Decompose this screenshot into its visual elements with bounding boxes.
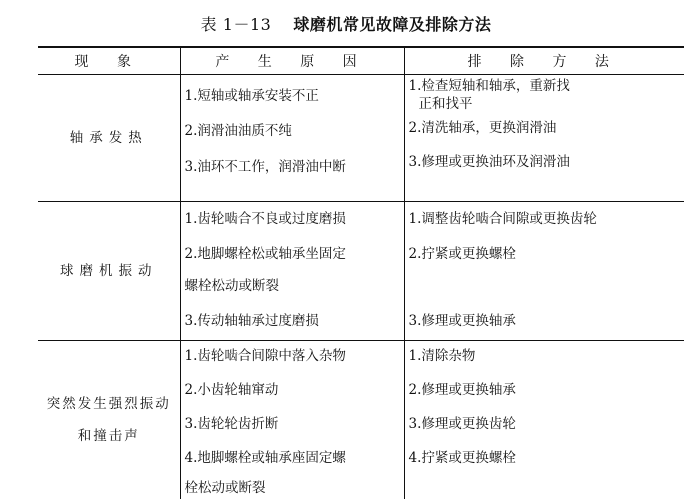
cause-cell bbox=[180, 341, 404, 499]
symptom-cell: 球磨机振动 bbox=[38, 202, 180, 341]
header-remedy: 排 除 方 法 bbox=[404, 47, 684, 75]
cause-item: 1.齿轮啮合不良或过度磨损 bbox=[185, 208, 404, 230]
remedy-cell bbox=[404, 202, 684, 341]
header-symptom: 现 象 bbox=[38, 47, 180, 75]
remedy-item: 3.修理或更换齿轮 bbox=[409, 413, 685, 435]
remedy-item: 正和找平 bbox=[409, 95, 685, 113]
table-number: 表 1－13 bbox=[201, 15, 272, 34]
remedy-item: 3.修理或更换轴承 bbox=[409, 310, 685, 332]
cause-item: 栓松动或断裂 bbox=[185, 477, 404, 499]
cause-item: 1.短轴或轴承安装不正 bbox=[185, 85, 404, 107]
table-row bbox=[38, 202, 684, 341]
cause-item: 2.润滑油油质不纯 bbox=[185, 120, 404, 142]
remedy-item: 2.拧紧或更换螺栓 bbox=[409, 243, 685, 265]
remedy-item: 2.清洗轴承，更换润滑油 bbox=[409, 117, 685, 139]
table-caption bbox=[0, 12, 692, 35]
remedy-cell bbox=[404, 341, 684, 499]
table-row bbox=[38, 341, 684, 499]
table-title: 球磨机常见故障及排除方法 bbox=[293, 15, 491, 34]
cause-item: 3.油环不工作，润滑油中断 bbox=[185, 156, 404, 178]
cause-item: 4.地脚螺栓或轴承座固定螺 bbox=[185, 447, 404, 469]
symptom-cell: 轴承发热 bbox=[38, 75, 180, 202]
cause-item: 3.齿轮轮齿折断 bbox=[185, 413, 404, 435]
remedy-item: 1.检查短轴和轴承，重新找 bbox=[409, 77, 685, 95]
header-cause: 产 生 原 因 bbox=[180, 47, 404, 75]
cause-item: 1.齿轮啮合间隙中落入杂物 bbox=[185, 345, 404, 367]
remedy-cell bbox=[404, 75, 684, 202]
remedy-item: 1.调整齿轮啮合间隙或更换齿轮 bbox=[409, 208, 685, 230]
cause-cell bbox=[180, 202, 404, 341]
cause-item: 2.小齿轮轴窜动 bbox=[185, 379, 404, 401]
symptom-line: 突然发生强烈振动 bbox=[42, 388, 176, 420]
header-row bbox=[38, 47, 684, 75]
table-row bbox=[38, 75, 684, 202]
symptom-cell bbox=[38, 341, 180, 499]
remedy-item: 4.拧紧或更换螺栓 bbox=[409, 447, 685, 469]
cause-item: 2.地脚螺栓松或轴承坐固定 bbox=[185, 243, 404, 265]
fault-table bbox=[38, 46, 684, 499]
symptom-line: 和撞击声 bbox=[42, 420, 176, 452]
remedy-item: 3.修理或更换油环及润滑油 bbox=[409, 151, 685, 173]
remedy-item: 1.清除杂物 bbox=[409, 345, 685, 367]
cause-cell bbox=[180, 75, 404, 202]
remedy-item: 2.修理或更换轴承 bbox=[409, 379, 685, 401]
cause-item: 螺栓松动或断裂 bbox=[185, 275, 404, 297]
cause-item: 3.传动轴轴承过度磨损 bbox=[185, 310, 404, 332]
